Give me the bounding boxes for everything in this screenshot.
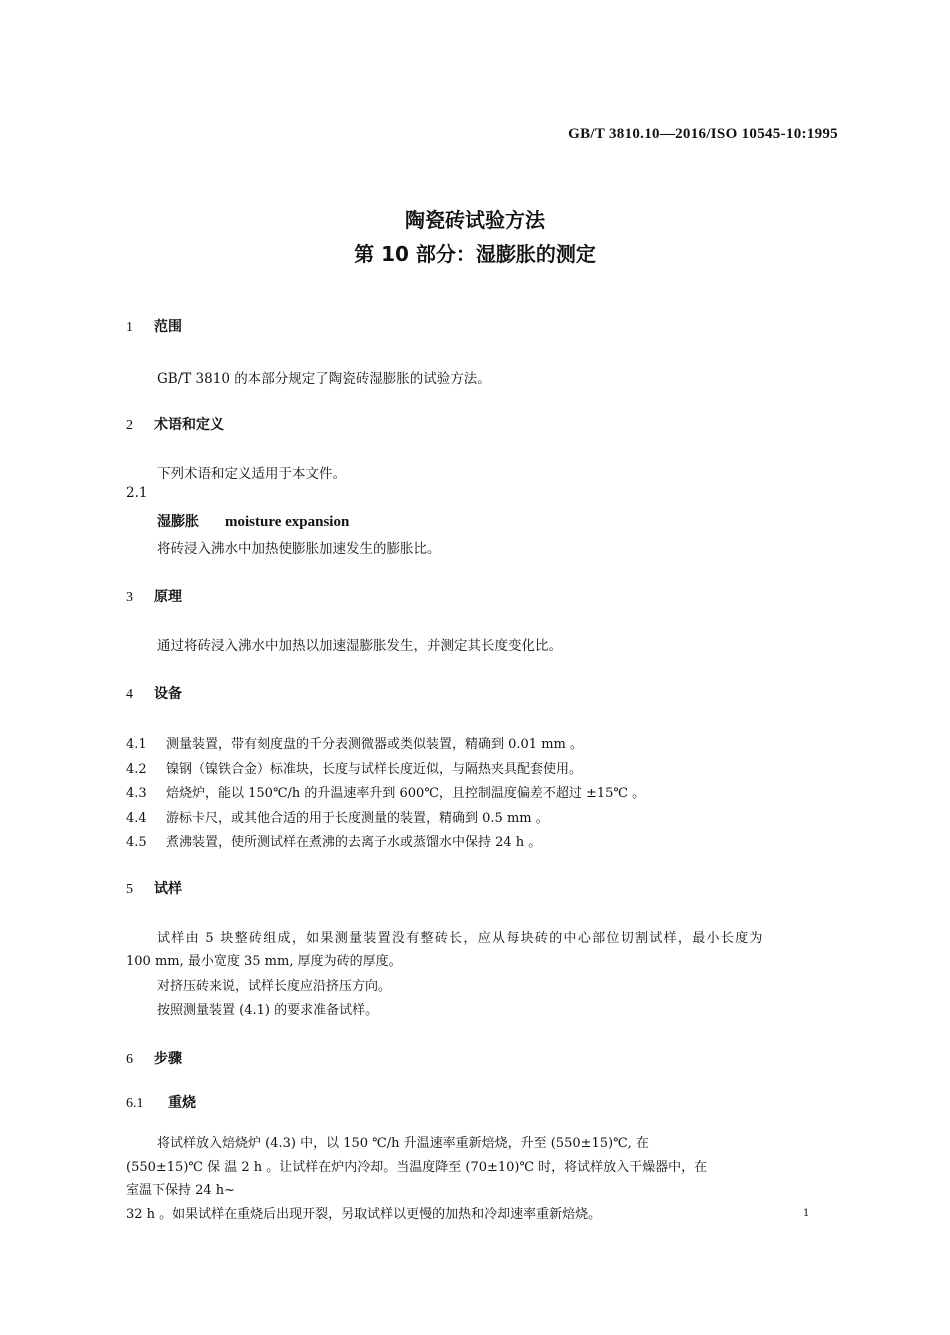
item-text: 煮沸装置，使所测试样在煮沸的去离子水或蒸馏水中保持 24 h 。 [166, 835, 542, 850]
term-definition: 将砖浸入沸水中加热使膨胀加速发生的膨胀比。 [157, 541, 441, 557]
document-title-line2: 第 10 部分：湿膨胀的测定 [354, 242, 596, 266]
section-title: 术语和定义 [154, 417, 224, 433]
standard-code: GB/T 3810.10—2016/ISO 10545-10:1995 [568, 126, 838, 142]
paragraph-line: 试样由 5 块整砖组成，如果测量装置没有整砖长，应从每块砖的中心部位切割试样，最小长度为 [157, 931, 764, 946]
section-title: 设备 [154, 686, 182, 702]
paragraph-line: 室温下保持 24 h~ [126, 1183, 236, 1198]
section-title: 范围 [154, 319, 182, 335]
section-2-heading [126, 414, 224, 434]
item-number: 4.2 [126, 762, 147, 777]
paragraph-line: 将试样放入焙烧炉 (4.3) 中，以 150 ℃/h 升温速率重新焙烧，升至 (550±15)℃, 在 [157, 1136, 649, 1151]
paragraph: 按照测量装置 (4.1) 的要求准备试样。 [157, 1003, 379, 1018]
list-item [126, 807, 549, 826]
list-item [126, 758, 582, 777]
subsection-title: 重烧 [168, 1095, 196, 1111]
paragraph-line: (550±15)℃ 保 温 2 h 。让试样在炉内冷却。当温度降至 (70±10)℃ 时，将试样放入干燥器中，在 [126, 1160, 708, 1175]
subsection-6-1-heading [126, 1092, 196, 1112]
section-5-heading [126, 878, 182, 898]
section-4-heading [126, 683, 182, 703]
item-number: 4.4 [126, 811, 147, 826]
list-item [126, 733, 583, 752]
section-title: 步骤 [154, 1051, 182, 1067]
paragraph: 对挤压砖来说，试样长度应沿挤压方向。 [157, 979, 392, 994]
clause-number: 2.1 [126, 485, 148, 501]
item-number: 4.5 [126, 835, 147, 850]
section-6-heading [126, 1048, 182, 1068]
section-number: 6 [126, 1052, 133, 1067]
item-text: 测量装置，带有刻度盘的千分表测微器或类似装置，精确到 0.01 mm 。 [166, 737, 583, 752]
section-3-heading [126, 586, 182, 606]
term-english: moisture expansion [225, 514, 350, 530]
list-item [126, 831, 541, 850]
section-title: 原理 [154, 589, 182, 605]
section-1-text: GB/T 3810 的本部分规定了陶瓷砖湿膨胀的试验方法。 [157, 371, 491, 387]
section-3-text: 通过将砖浸入沸水中加热以加速湿膨胀发生，并测定其长度变化比。 [157, 638, 562, 654]
section-1-heading [126, 316, 182, 336]
item-text: 游标卡尺，或其他合适的用于长度测量的装置，精确到 0.5 mm 。 [166, 811, 549, 826]
item-number: 4.3 [126, 786, 147, 801]
page-number: 1 [803, 1208, 810, 1219]
list-item [126, 782, 645, 801]
section-2-text: 下列术语和定义适用于本文件。 [157, 466, 346, 482]
item-text: 镍钢（镍铁合金）标准块，长度与试样长度近似，与隔热夹具配套使用。 [166, 762, 583, 777]
paragraph-line: 32 h 。如果试样在重烧后出现开裂，另取试样以更慢的加热和冷却速率重新焙烧。 [126, 1207, 602, 1222]
item-text: 焙烧炉，能以 150℃/h 的升温速率升到 600℃，且控制温度偏差不超过 ±15℃ 。 [166, 786, 646, 801]
document-title-line1: 陶瓷砖试验方法 [405, 208, 545, 232]
subsection-number: 6.1 [126, 1096, 144, 1111]
section-number: 2 [126, 418, 133, 433]
section-number: 4 [126, 687, 133, 702]
paragraph-line: 100 mm, 最小宽度 35 mm, 厚度为砖的厚度。 [126, 954, 402, 969]
section-number: 3 [126, 590, 133, 605]
term-chinese: 湿膨胀 [157, 514, 199, 530]
section-title: 试样 [154, 881, 182, 897]
section-number: 1 [126, 320, 133, 335]
item-number: 4.1 [126, 737, 147, 752]
term-entry [157, 511, 349, 531]
section-number: 5 [126, 882, 133, 897]
